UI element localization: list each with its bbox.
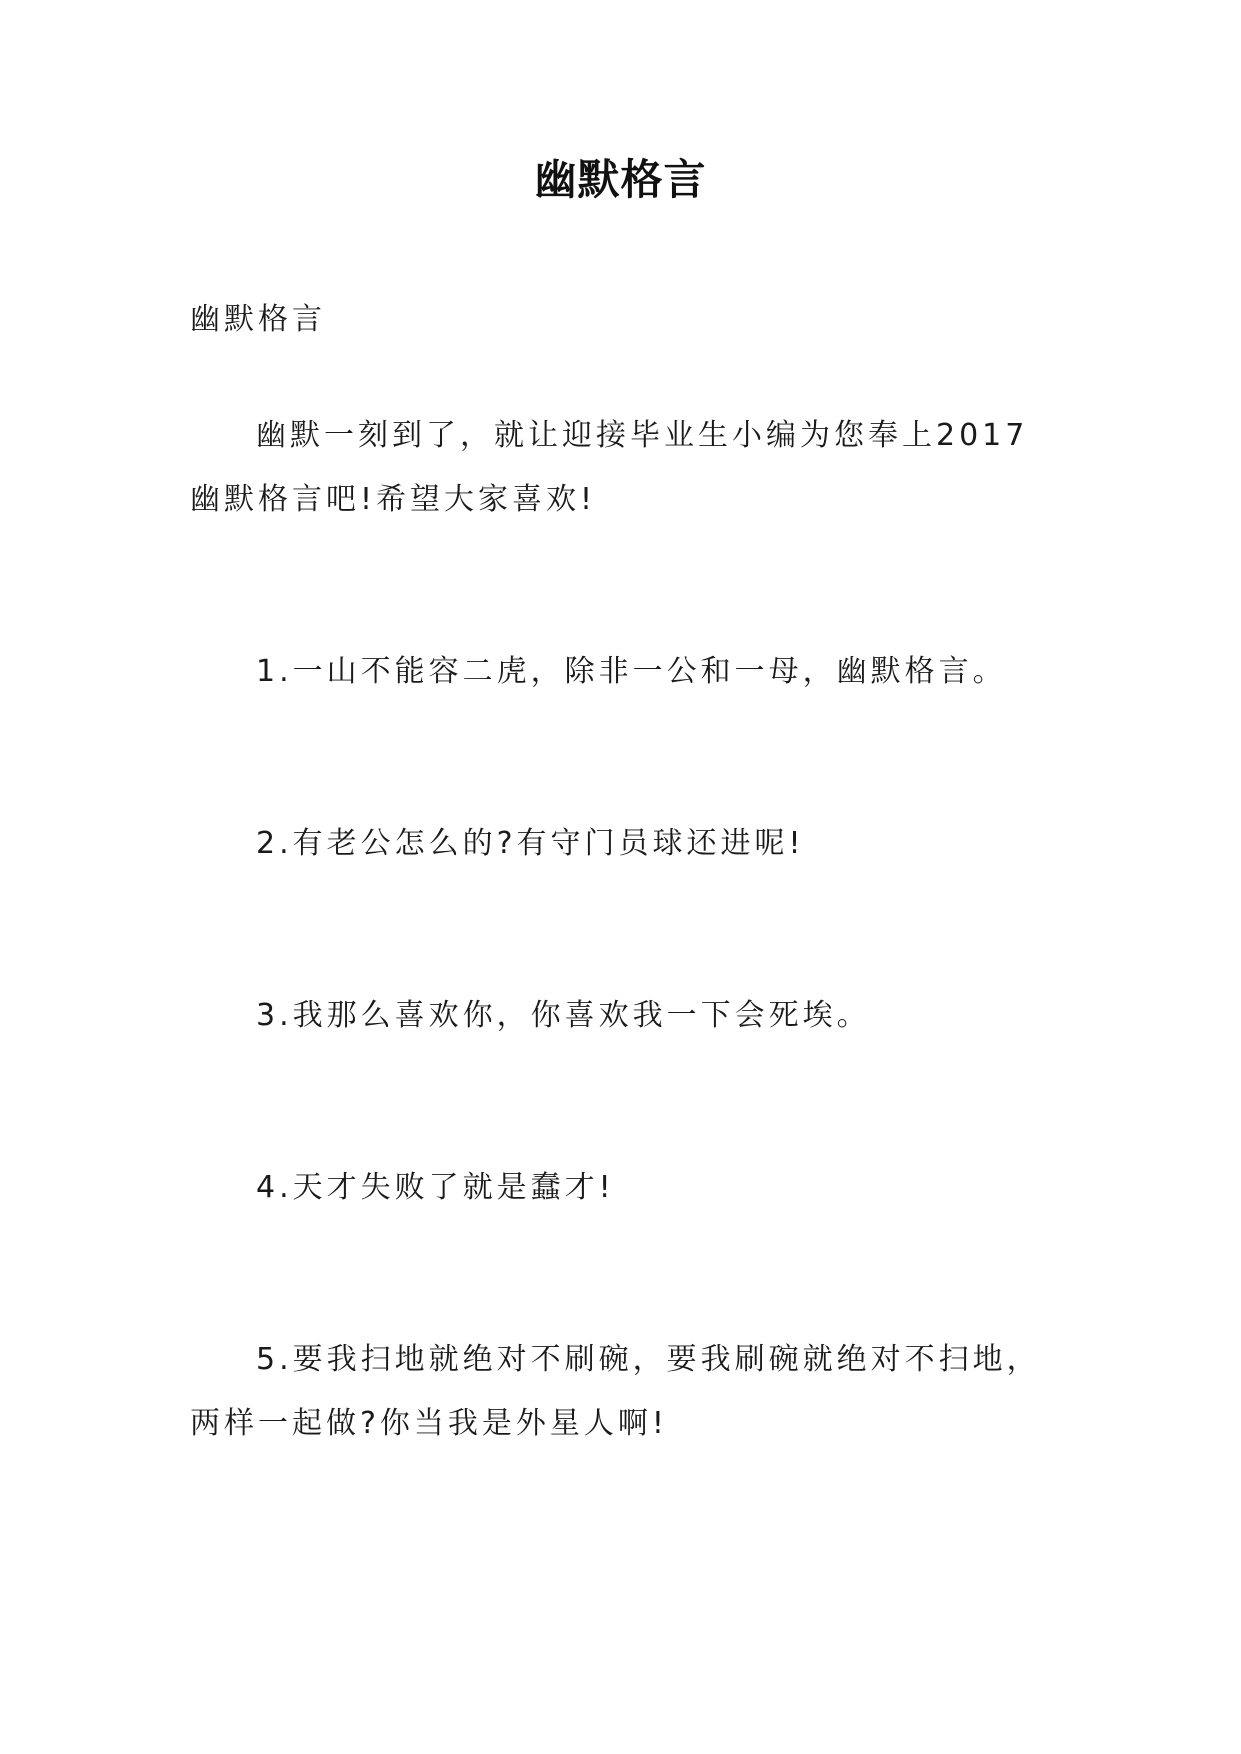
document-title: 幽默格言 (534, 155, 707, 204)
quote-item-5: 5.要我扫地就绝对不刷碗，要我刷碗就绝对不扫地，两样一起做?你当我是外星人啊! (190, 1342, 1041, 1441)
document-subtitle: 幽默格言 (190, 302, 326, 337)
quote-item-3: 3.我那么喜欢你，你喜欢我一下会死埃。 (256, 998, 871, 1033)
quote-item-2: 2.有老公怎么的?有守门员球还进呢! (256, 826, 805, 861)
quote-item-1: 1.一山不能容二虎，除非一公和一母，幽默格言。 (256, 654, 1007, 689)
quote-item-4: 4.天才失败了就是蠢才! (256, 1170, 615, 1205)
intro-paragraph: 幽默一刻到了，就让迎接毕业生小编为您奉上2017幽默格言吧!希望大家喜欢! (190, 418, 1029, 517)
